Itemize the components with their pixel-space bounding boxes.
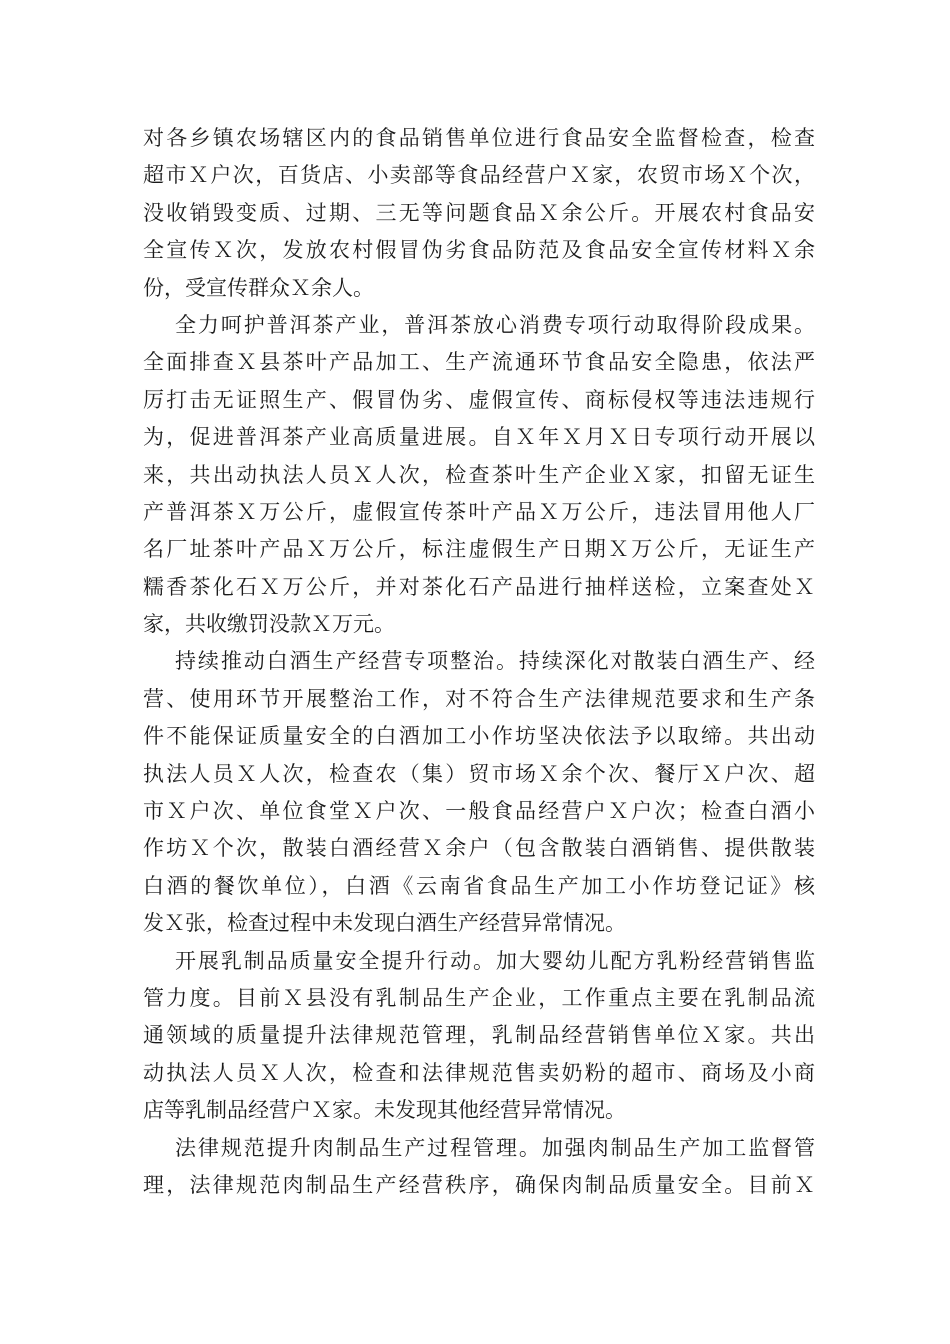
paragraph-line: 全宣传Ｘ次，发放农村假冒伪劣食品防范及食品安全宣传材料Ｘ余 [143,238,815,263]
paragraph-line: 法律规范提升肉制品生产过程管理。加强肉制品生产加工监督管 [175,1135,815,1160]
paragraph-line: 产普洱茶Ｘ万公斤，虚假宣传茶叶产品Ｘ万公斤，违法冒用他人厂 [143,499,815,524]
paragraph-line: 份，受宣传群众Ｘ余人。 [143,275,374,300]
paragraph-line: 名厂址茶叶产品Ｘ万公斤，标注虚假生产日期Ｘ万公斤，无证生产 [143,537,815,562]
paragraph-line: 店等乳制品经营户Ｘ家。未发现其他经营异常情况。 [143,1098,626,1123]
paragraph-line: 来，共出动执法人员Ｘ人次，检查茶叶生产企业Ｘ家，扣留无证生 [143,462,815,487]
paragraph-line: 全力呵护普洱茶产业，普洱茶放心消费专项行动取得阶段成果。 [175,312,815,337]
paragraph-line: 理，法律规范肉制品生产经营秩序，确保肉制品质量安全。目前Ｘ [143,1172,815,1197]
paragraph-line: 开展乳制品质量安全提升行动。加大婴幼儿配方乳粉经营销售监 [175,948,815,973]
paragraph-line: 没收销毁变质、过期、三无等问题食品Ｘ余公斤。开展农村食品安 [143,200,815,225]
paragraph-line: 发Ｘ张，检查过程中未发现白酒生产经营异常情况。 [143,911,626,936]
paragraph-line: 为，促进普洱茶产业高质量进展。自Ｘ年Ｘ月Ｘ日专项行动开展以 [143,425,815,450]
paragraph-2 [143,307,815,644]
paragraph-line: 管力度。目前Ｘ县没有乳制品生产企业，工作重点主要在乳制品流 [143,985,815,1010]
paragraph-line: 白酒的餐饮单位），白酒《云南省食品生产加工小作坊登记证》核 [143,873,815,898]
paragraph-line: 超市Ｘ户次，百货店、小卖部等食品经营户Ｘ家，农贸市场Ｘ个次， [143,163,815,188]
paragraph-line: 执法人员Ｘ人次，检查农（集）贸市场Ｘ余个次、餐厅Ｘ户次、超 [143,761,815,786]
document-body [143,120,815,1204]
paragraph-line: 持续推动白酒生产经营专项整治。持续深化对散装白酒生产、经 [175,649,815,674]
paragraph-line: 作坊Ｘ个次，散装白酒经营Ｘ余户（包含散装白酒销售、提供散装 [143,836,815,861]
paragraph-4 [143,943,815,1130]
paragraph-line: 糯香茶化石Ｘ万公斤，并对茶化石产品进行抽样送检，立案查处Ｘ [143,574,815,599]
paragraph-line: 件不能保证质量安全的白酒加工小作坊坚决依法予以取缔。共出动 [143,724,815,749]
paragraph-3 [143,643,815,942]
paragraph-line: 全面排查Ｘ县茶叶产品加工、生产流通环节食品安全隐患，依法严 [143,350,815,375]
paragraph-1 [143,120,815,307]
paragraph-line: 对各乡镇农场辖区内的食品销售单位进行食品安全监督检查，检查 [143,126,815,150]
paragraph-line: 市Ｘ户次、单位食堂Ｘ户次、一般食品经营户Ｘ户次；检查白酒小 [143,799,815,824]
paragraph-line: 通领域的质量提升法律规范管理，乳制品经营销售单位Ｘ家。共出 [143,1023,815,1048]
paragraph-line: 营、使用环节开展整治工作，对不符合生产法律规范要求和生产条 [143,686,815,711]
paragraph-line: 动执法人员Ｘ人次，检查和法律规范售卖奶粉的超市、商场及小商 [143,1060,815,1085]
paragraph-line: 家，共收缴罚没款Ｘ万元。 [143,612,395,637]
paragraph-line: 厉打击无证照生产、假冒伪劣、虚假宣传、商标侵权等违法违规行 [143,387,815,412]
paragraph-5 [143,1130,815,1205]
